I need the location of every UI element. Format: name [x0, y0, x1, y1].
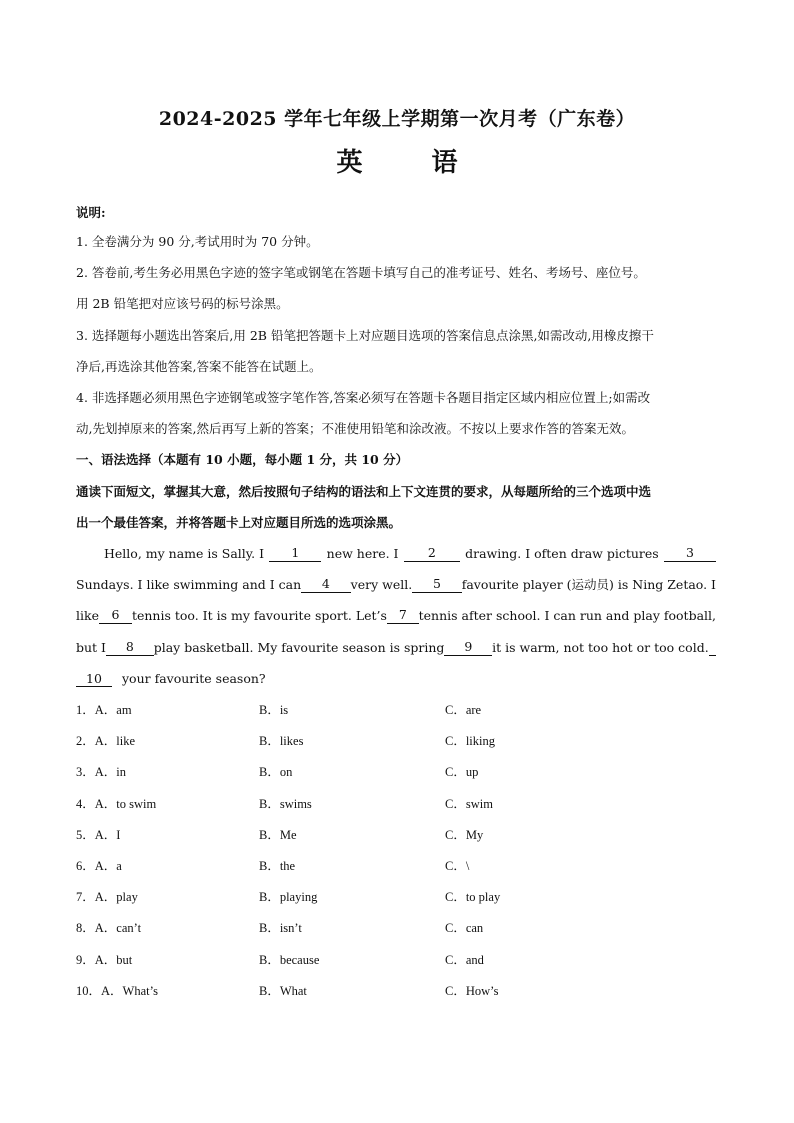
option-c[interactable]: C．liking: [445, 734, 496, 748]
option-a[interactable]: 8．A．can’t: [76, 921, 142, 935]
passage-text: Hello, my name is Sally. I: [104, 546, 265, 561]
option-a[interactable]: 4．A．to swim: [76, 797, 157, 811]
option-b[interactable]: B．likes: [259, 734, 304, 748]
passage-text: new here. I: [326, 546, 399, 561]
section-instruction-b: 出一个最佳答案，并将答题卡上对应题目所选的选项涂黑。: [76, 515, 402, 530]
blank-7: 7: [387, 608, 419, 624]
option-c[interactable]: C．My: [445, 828, 484, 842]
blank-3: 3: [664, 546, 716, 562]
note-4b: 动,先划掉原来的答案,然后再写上新的答案；不准使用铅笔和涂改液。不按以上要求作答的答案无效。: [76, 421, 634, 436]
question-number: 4．: [76, 797, 95, 811]
passage-text: very well.: [350, 577, 413, 592]
passage-line-3: [76, 608, 716, 624]
option-b[interactable]: B．the: [259, 859, 296, 873]
note-2b: 用 2B 铅笔把对应该号码的标号涂黑。: [76, 296, 289, 311]
passage-text: tennis too. It is my favourite sport. Let’s: [131, 608, 387, 623]
option-a[interactable]: 10．A．What’s: [76, 984, 158, 998]
option-a[interactable]: 7．A．play: [76, 890, 138, 904]
option-c[interactable]: C．\: [445, 859, 470, 873]
option-a[interactable]: 3．A．in: [76, 765, 127, 779]
option-c[interactable]: C．How’s: [445, 984, 499, 998]
option-c[interactable]: C．and: [445, 953, 484, 967]
passage-line-4: [76, 640, 716, 656]
option-c[interactable]: C．to play: [445, 890, 501, 904]
question-number: 7．: [76, 890, 95, 904]
question-number: 2．: [76, 734, 95, 748]
passage-line-1: [76, 546, 716, 562]
question-number: 6．: [76, 859, 95, 873]
option-b[interactable]: B．What: [259, 984, 307, 998]
passage-text: drawing. I often draw pictures: [465, 546, 659, 561]
option-b[interactable]: B．is: [259, 703, 289, 717]
option-b[interactable]: B．isn’t: [259, 921, 302, 935]
option-c[interactable]: C．can: [445, 921, 484, 935]
blank-1: 1: [269, 546, 321, 562]
passage-text: Sundays. I like swimming and I can: [76, 577, 302, 592]
passage-text: it is warm, not too hot or too cold.: [492, 640, 709, 655]
passage-text: tennis after school. I can run and play football,: [418, 608, 716, 623]
option-a[interactable]: 5．A．I: [76, 828, 121, 842]
question-number: 9．: [76, 953, 95, 967]
subject-title: 英 语: [336, 148, 488, 178]
note-1: 1. 全卷满分为 90 分,考试用时为 70 分钟。: [76, 234, 319, 249]
option-a[interactable]: 2．A．like: [76, 734, 136, 748]
passage-text: your favourite season?: [121, 671, 266, 686]
blank-4: 4: [301, 577, 351, 593]
option-b[interactable]: B．on: [259, 765, 293, 779]
option-a[interactable]: 9．A．but: [76, 953, 133, 967]
question-number: 5．: [76, 828, 95, 842]
section-heading: 一、语法选择（本题有 10 小题，每小题 1 分，共 10 分）: [76, 452, 409, 467]
passage-text: but I: [76, 640, 106, 655]
note-4a: 4. 非选择题必须用黑色字迹钢笔或签字笔作答,答案必须写在答题卡各题目指定区域内相应位置上;如需改: [76, 390, 651, 405]
notes-label: 说明:: [76, 205, 106, 220]
option-a[interactable]: 1．A．am: [76, 703, 132, 717]
blank-8: 8: [106, 640, 154, 656]
blank-5: 5: [412, 577, 462, 593]
passage-text: like: [76, 608, 99, 623]
option-b[interactable]: B．playing: [259, 890, 318, 904]
question-number: 10．: [76, 984, 102, 998]
option-b[interactable]: B．Me: [259, 828, 297, 842]
question-number: 3．: [76, 765, 95, 779]
blank-6: 6: [99, 608, 132, 624]
passage-text: play basketball. My favourite season is spring: [153, 640, 445, 655]
note-3b: 净后,再选涂其他答案,答案不能答在试题上。: [76, 359, 322, 374]
passage-text: favourite player (运动员) is Ning Zetao. I: [461, 577, 716, 592]
blank-2: 2: [404, 546, 460, 562]
passage-line-5: [76, 671, 266, 687]
option-c[interactable]: C．up: [445, 765, 479, 779]
page-title: 2024-2025 学年七年级上学期第一次月考（广东卷）: [158, 108, 636, 130]
option-b[interactable]: B．swims: [259, 797, 312, 811]
option-a[interactable]: 6．A．a: [76, 859, 122, 873]
blank-10-lead: [709, 640, 716, 656]
question-number: 8．: [76, 921, 95, 935]
note-2a: 2. 答卷前,考生务必用黑色字迹的签字笔或钢笔在答题卡填写自己的准考证号、姓名、考场号、座位号。: [76, 265, 646, 280]
note-3a: 3. 选择题每小题选出答案后,用 2B 铅笔把答题卡上对应题目选项的答案信息点涂黑,如需改动,用橡皮擦干: [76, 328, 654, 343]
section-instruction-a: 通读下面短文，掌握其大意，然后按照句子结构的语法和上下文连贯的要求，从每题所给的三个选项中选: [76, 484, 652, 499]
passage-line-2: [76, 577, 716, 593]
blank-10: 10: [76, 672, 112, 687]
blank-9: 9: [444, 640, 492, 656]
question-number: 1．: [76, 703, 95, 717]
option-c[interactable]: C．are: [445, 703, 482, 717]
option-c[interactable]: C．swim: [445, 797, 493, 811]
option-b[interactable]: B．because: [259, 953, 320, 967]
